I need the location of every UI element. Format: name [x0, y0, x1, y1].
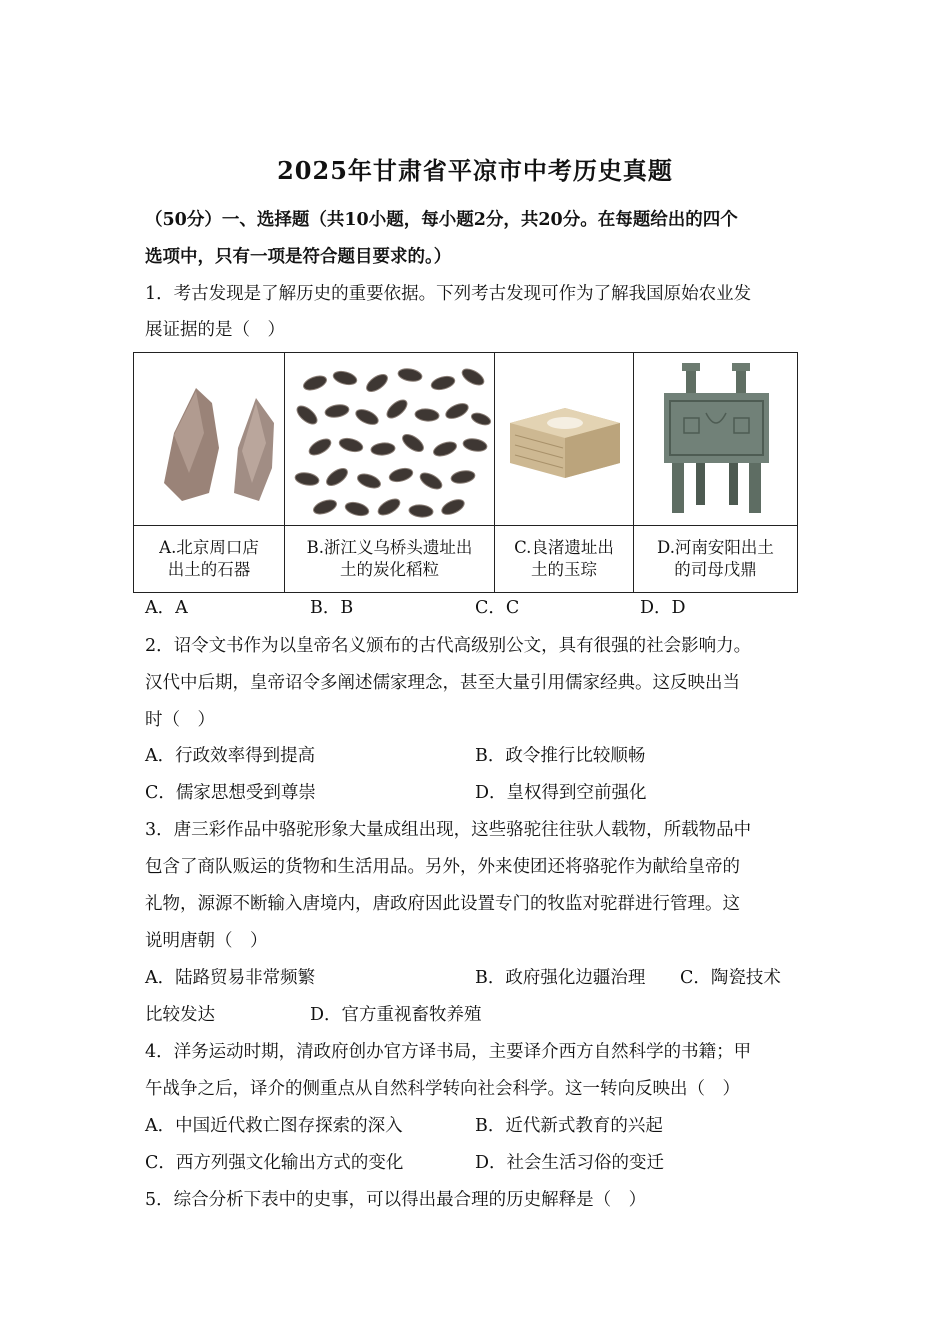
section-header-line1: （50分）一、选择题（共10小题，每小题2分，共20分。在每题给出的四个 [145, 210, 738, 230]
q3-stem-line3: 礼物，源源不断输入唐境内，唐政府因此设置专门的牧监对驼群进行管理。这 [145, 894, 740, 914]
carbonized-rice-icon [285, 353, 494, 525]
q1-option-c[interactable]: C．C [475, 598, 520, 618]
q4-option-a[interactable]: A．中国近代救亡图存探索的深入 [145, 1116, 403, 1136]
q1-image-c [495, 353, 634, 526]
q1-stem-line2: 展证据的是（ ） [145, 320, 285, 340]
caption-line: 出土的石器 [167, 560, 251, 579]
caption-line: 土的炭化稻粒 [340, 560, 439, 579]
q4-stem-line2: 午战争之后，译介的侧重点从自然科学转向社会科学。这一转向反映出（ ） [145, 1079, 740, 1099]
q3-stem-line1: 3．唐三彩作品中骆驼形象大量成组出现，这些骆驼往往驮人载物，所载物品中 [145, 820, 752, 840]
q1-option-a[interactable]: A．A [145, 598, 188, 618]
q1-image-table [133, 352, 798, 593]
q2-stem-line2: 汉代中后期，皇帝诏令多阐述儒家理念，甚至大量引用儒家经典。这反映出当 [145, 673, 740, 693]
q3-option-b[interactable]: B．政府强化边疆治理 [475, 968, 646, 988]
q1-caption-c [495, 526, 634, 593]
q2-stem-line1: 2．诏令文书作为以皇帝名义颁布的古代高级别公文，具有很强的社会影响力。 [145, 636, 752, 656]
q3-option-c[interactable]: C．陶瓷技术 [680, 968, 781, 988]
caption-line: B.浙江义乌桥头遗址出 [306, 538, 473, 557]
q5-stem-line1: 5．综合分析下表中的史事，可以得出最合理的历史解释是（ ） [145, 1190, 647, 1210]
caption-line: D.河南安阳出土 [657, 538, 774, 557]
caption-line: A.北京周口店 [159, 538, 259, 557]
caption-line: 的司母戊鼎 [674, 560, 757, 579]
q2-option-a[interactable]: A．行政效率得到提高 [145, 746, 316, 766]
page-title: 2025年甘肃省平凉市中考历史真题 [277, 156, 673, 185]
q1-image-a [134, 353, 285, 526]
q2-option-b[interactable]: B．政令推行比较顺畅 [475, 746, 646, 766]
q3-option-a[interactable]: A．陆路贸易非常频繁 [145, 968, 316, 988]
caption-line: C.良渚遗址出 [514, 538, 614, 557]
stone-tools-icon [134, 353, 284, 525]
q3-option-c-cont[interactable]: 比较发达 [145, 1005, 215, 1025]
q2-stem-line3: 时（ ） [145, 710, 215, 730]
q4-option-c[interactable]: C．西方列强文化输出方式的变化 [145, 1153, 404, 1173]
q4-option-b[interactable]: B．近代新式教育的兴起 [475, 1116, 663, 1136]
q1-option-b[interactable]: B．B [310, 598, 354, 618]
q2-option-c[interactable]: C．儒家思想受到尊崇 [145, 783, 316, 803]
q2-option-d[interactable]: D．皇权得到空前强化 [475, 783, 647, 803]
bronze-ding-icon [634, 353, 797, 525]
q1-option-d[interactable]: D．D [640, 598, 686, 618]
q4-stem-line1: 4．洋务运动时期，清政府创办官方译书局，主要译介西方自然科学的书籍；甲 [145, 1042, 752, 1062]
q3-stem-line4: 说明唐朝（ ） [145, 931, 268, 951]
q1-stem-line1: 1．考古发现是了解历史的重要依据。下列考古发现可作为了解我国原始农业发 [145, 284, 752, 304]
caption-line: 土的玉琮 [531, 560, 597, 579]
q1-caption-a [134, 526, 285, 593]
q1-image-d [634, 353, 798, 526]
jade-cong-icon [495, 353, 633, 525]
section-header-line2: 选项中，只有一项是符合题目要求的。） [145, 247, 452, 267]
q3-stem-line2: 包含了商队贩运的货物和生活用品。另外，外来使团还将骆驼作为献给皇帝的 [145, 857, 740, 877]
q1-caption-b [285, 526, 495, 593]
q1-image-b [285, 353, 495, 526]
q3-option-d[interactable]: D．官方重视畜牧养殖 [310, 1005, 482, 1025]
q4-option-d[interactable]: D．社会生活习俗的变迁 [475, 1153, 665, 1173]
q1-caption-d [634, 526, 798, 593]
